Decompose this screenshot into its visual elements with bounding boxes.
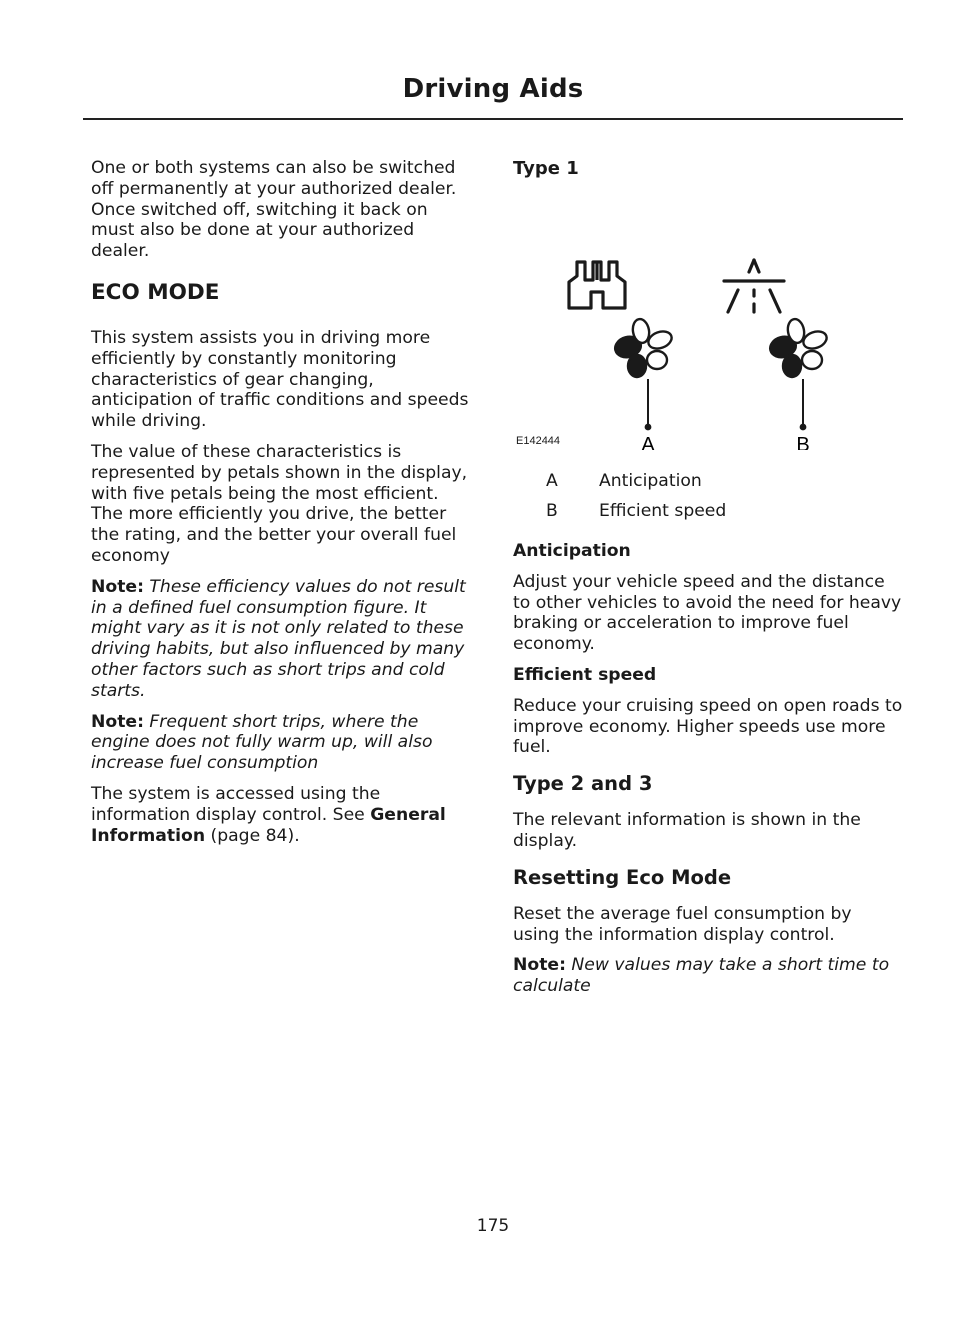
type-2-3-paragraph: The relevant information is shown in the display. (513, 810, 861, 851)
page-number: 175 (476, 1216, 510, 1236)
eco-mode-heading: ECO MODE (91, 279, 220, 305)
resetting-eco-mode-heading: Resetting Eco Mode (513, 865, 732, 889)
note-label: Note: (91, 711, 144, 732)
legend-key: B (546, 500, 558, 521)
eco-petals-icon (613, 318, 674, 429)
figure-legend (546, 466, 886, 526)
efficient-speed-heading: Efficient speed (513, 664, 657, 685)
access-page-ref: (page 84). (210, 825, 300, 846)
eco-figure-svg (513, 180, 903, 450)
anticipation-heading: Anticipation (513, 541, 631, 561)
legend-label: Efficient speed (599, 500, 727, 521)
legend-key: A (546, 470, 558, 491)
note-text: New values may take a short time to calculate (513, 955, 890, 997)
type-1-heading: Type 1 (513, 158, 579, 179)
note-2 (91, 712, 476, 774)
left-column (91, 158, 476, 856)
eco-paragraph-2: The value of these characteristics is represented by petals shown in the display, with five petals being the most efficient. The more efficiently you drive, the better the rating, and the better your overall fuel economy (91, 441, 468, 566)
type-2-3-heading: Type 2 and 3 (513, 772, 653, 796)
legend-row (546, 496, 886, 526)
binoculars-icon (569, 262, 625, 308)
eco-paragraph-1: This system assists you in driving more efficiently by constantly monitoring characteristics of gear changing, anticipation of traffic conditions and speeds while driving. (91, 327, 469, 432)
access-text: The system is accessed using the information display control. See (91, 783, 381, 825)
figure-label-b: B (796, 434, 810, 450)
anticipation-paragraph: Adjust your vehicle speed and the distance to other vehicles to avoid the need for heavy braking or acceleration to improve fuel economy. (513, 571, 902, 655)
eco-mode-figure (513, 180, 903, 450)
right-column (513, 158, 903, 997)
reset-note (513, 955, 903, 997)
efficient-speed-paragraph: Reduce your cruising speed on open roads to improve economy. Higher speeds use more fuel. (513, 695, 903, 758)
note-text: Frequent short trips, where the engine does not fully warm up, will also increase fuel consumption (91, 711, 433, 774)
right-text-block (513, 541, 903, 1007)
note-label: Note: (91, 576, 144, 597)
figure-code: E142444 (516, 435, 561, 447)
general-information-link[interactable]: General Information (91, 804, 446, 846)
legend-row (546, 466, 886, 496)
road-icon (724, 260, 784, 312)
intro-paragraph: One or both systems can also be switched off permanently at your authorized dealer. Once switched off, switching it back on must also be done at your authorized dealer. (91, 158, 457, 262)
note-text: These efficiency values do not result in a defined fuel consumption figure. It might vary as it is not only related to these driving habits, but also influenced by many other factors such as short trips and cold starts. (91, 576, 466, 701)
figure-label-a: A (641, 434, 655, 450)
header-divider (83, 118, 903, 120)
legend-label: Anticipation (599, 470, 702, 491)
note-1 (91, 577, 476, 702)
note-label: Note: (513, 955, 566, 976)
reset-paragraph: Reset the average fuel consumption by using the information display control. (513, 903, 852, 945)
eco-petals-icon (768, 318, 829, 429)
page-title: Driving Aids (402, 74, 584, 104)
access-paragraph (91, 784, 476, 846)
